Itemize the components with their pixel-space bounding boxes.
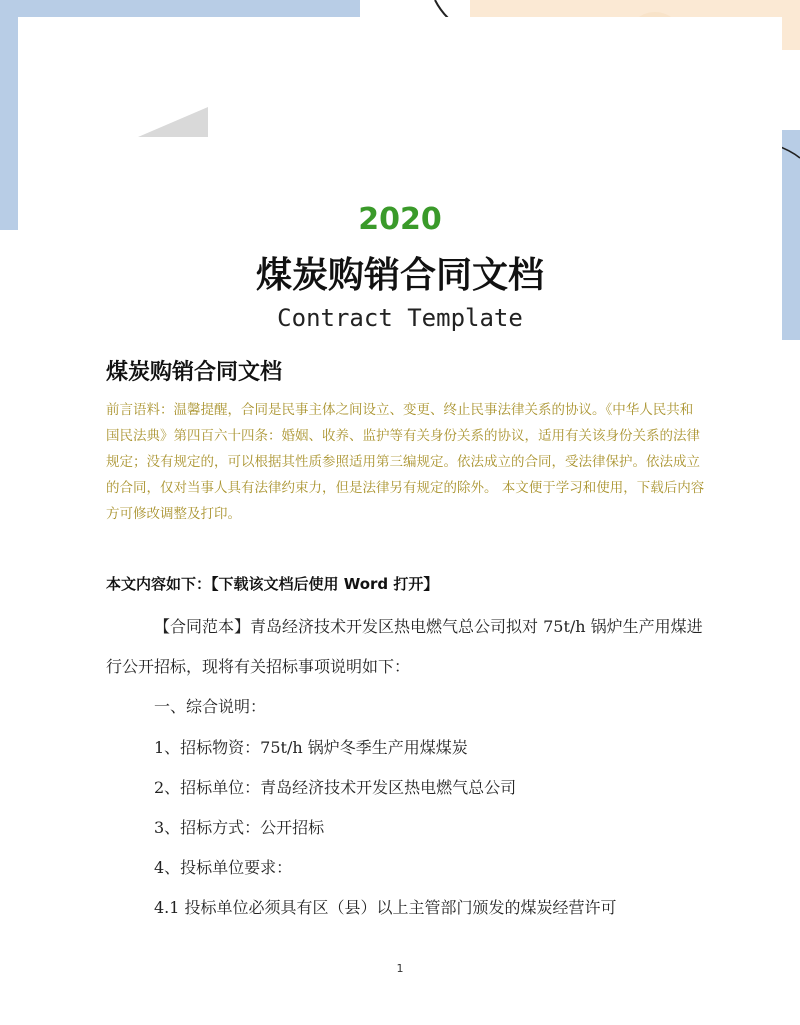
cover-title: 煤炭购销合同文档 <box>255 255 544 296</box>
list-item: 4、投标单位要求： <box>154 858 293 877</box>
decorative-triangle <box>138 107 218 137</box>
contract-paragraph: 【合同范本】青岛经济技术开发区热电燃气总公司拟对 75t/h 锅炉生产用煤进行公开招标，现将有关招标事项说明如下： <box>106 617 703 676</box>
document-heading: 煤炭购销合同文档 <box>106 360 283 385</box>
page-number: 1 <box>396 962 404 975</box>
preface-text: 前言语料：温馨提醒，合同是民事主体之间设立、变更、终止民事法律关系的协议。《中华人民共和国民法典》第四百六十四条：婚姻、收养、监护等有关身份关系的协议，适用有关该身份关系的法律规定；没有规定的，可以根据其性质参照适用第三编规定。依法成立的合同，受法律保护。依法成立的合同，仅对当事人具有法律约束力，但是法律另有规定的除外。 本文便于学习和使用，下载后内容方可修改调整及打印。 <box>106 402 705 522</box>
list-item: 2、招标单位：青岛经济技术开发区热电燃气总公司 <box>154 778 517 797</box>
cover-year: 2020 <box>358 202 442 237</box>
section-heading-overview: 一、综合说明： <box>154 697 267 716</box>
document-page <box>18 17 782 1025</box>
list-item: 3、招标方式：公开招标 <box>154 818 325 837</box>
cover-subtitle: Contract Template <box>277 304 523 332</box>
content-intro: 本文内容如下：【下载该文档后使用 Word 打开】 <box>106 575 439 593</box>
list-item: 1、招标物资：75t/h 锅炉冬季生产用煤煤炭 <box>154 738 468 757</box>
list-item: 4.1 投标单位必须具有区（县）以上主管部门颁发的煤炭经营许可 <box>154 898 617 917</box>
